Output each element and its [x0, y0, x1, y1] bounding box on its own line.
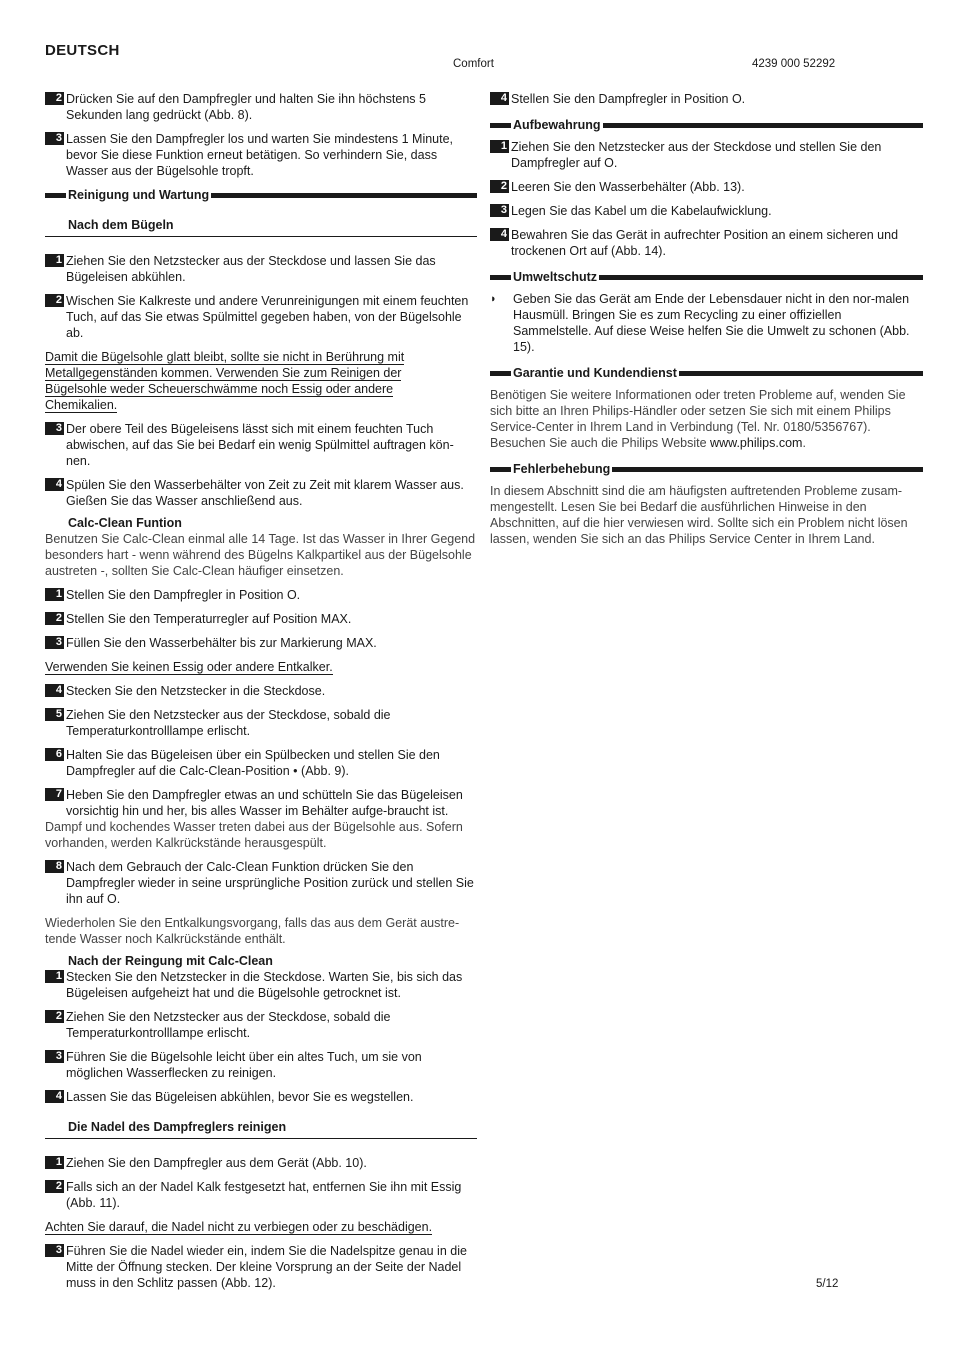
step-text: Führen Sie die Nadel wieder ein, indem Sie die Nadelspitze genau in die Mitte der Öffnung stecken. Der kleine Vorsprung an der Seite der Nadel muss in den Schlitz passen (Abb. 12). — [66, 1244, 467, 1290]
step-text: Füllen Sie den Wasserbehälter bis zur Markierung MAX. — [66, 636, 377, 650]
step-text: Ziehen Sie den Netzstecker aus der Steckdose, sobald die Temperaturkontrolllampe erlischt. — [66, 1010, 391, 1040]
step-number: 2 — [45, 92, 64, 105]
subheading-nadel-reinigen: Die Nadel des Dampfreglers reinigen — [45, 1119, 477, 1139]
step-text: Ziehen Sie den Netzstecker aus der Steckdose, sobald die Temperaturkontrolllampe erlischt. — [66, 708, 391, 738]
step-text: Stellen Sie den Temperaturregler auf Position MAX. — [66, 612, 352, 626]
calc-clean-note: Dampf und kochendes Wasser treten dabei aus der Bügelsohle aus. Sofern vorhanden, werden Kalkrückstände herausgespült. — [45, 820, 463, 850]
step-number: 1 — [45, 588, 64, 601]
step-number: 2 — [45, 1180, 64, 1193]
section-heading-umweltschutz — [490, 269, 923, 285]
step-item — [45, 635, 477, 651]
bullet-text: Geben Sie das Gerät am Ende der Lebensdauer nicht in den nor-malen Hausmüll. Bringen Sie es zum Recycling zu einer offiziellen Sammelstelle. Auf diese Weise helfen Sie die Umwelt zu schonen (Abb. 15). — [513, 292, 910, 354]
section-heading-fehlerbehebung — [490, 461, 923, 477]
step-item — [45, 1049, 477, 1081]
step-number: 2 — [45, 294, 64, 307]
section-title: Reinigung und Wartung — [68, 188, 210, 202]
step-item — [45, 421, 477, 469]
step-text: Falls sich an der Nadel Kalk festgesetzt hat, entfernen Sie ihn mit Essig (Abb. 11). — [66, 1180, 462, 1210]
step-number: 3 — [490, 204, 509, 217]
warning-note — [45, 349, 477, 413]
step-number: 3 — [45, 132, 64, 145]
subheading-nach-calc-clean: Nach der Reingung mit Calc-Clean — [68, 954, 273, 968]
step-text: Halten Sie das Bügeleisen über ein Spülbecken und stellen Sie den Dampfregler auf die Calc-Clean-Position • (Abb. 9). — [66, 748, 440, 778]
bullet-icon: ◗ — [490, 293, 497, 305]
step-item — [45, 787, 477, 819]
step-item — [490, 203, 923, 219]
step-text: Stellen Sie den Dampfregler in Position O. — [511, 92, 746, 106]
step-item — [45, 969, 477, 1001]
step-item — [45, 131, 477, 179]
step-text: Nach dem Gebrauch der Calc-Clean Funktion drücken Sie den Dampfregler wieder in seine ursprüngliche Position zurück und stellen Sie ihn auf O. — [66, 860, 474, 906]
warning-line: Chemikalien. — [45, 398, 118, 412]
section-heading-reinigung — [45, 187, 477, 203]
warning-line: Metallgegenständen kommen. Verwenden Sie zum Reinigen der — [45, 366, 402, 380]
step-item — [490, 139, 923, 171]
step-item — [45, 91, 477, 123]
product-model: Comfort — [453, 58, 494, 70]
step-item — [45, 293, 477, 341]
step-number: 6 — [45, 748, 64, 761]
philips-website-link[interactable]: www.philips.com — [710, 436, 803, 450]
step-number: 1 — [45, 970, 64, 983]
step-item — [490, 179, 923, 195]
step-number: 3 — [45, 1050, 64, 1063]
step-number: 3 — [45, 636, 64, 649]
step-item — [45, 1155, 477, 1171]
step-text: Legen Sie das Kabel um die Kabelaufwicklung. — [511, 204, 772, 218]
step-number: 8 — [45, 860, 64, 873]
step-number: 7 — [45, 788, 64, 801]
step-number: 3 — [45, 422, 64, 435]
step-number: 4 — [45, 478, 64, 491]
warning-note — [45, 659, 477, 675]
section-heading-garantie — [490, 365, 923, 381]
step-item — [45, 1243, 477, 1291]
subheading-nach-dem-buegeln: Nach dem Bügeln — [45, 217, 477, 237]
step-number: 4 — [45, 1090, 64, 1103]
step-number: 1 — [45, 1156, 64, 1169]
step-number: 4 — [490, 228, 509, 241]
step-text: Ziehen Sie den Dampfregler aus dem Gerät (Abb. 10). — [66, 1156, 367, 1170]
step-text: Heben Sie den Dampfregler etwas an und schütteln Sie das Bügeleisen vorsichtig hin und her, bis alles Wasser im Behälter aufge-braucht ist. — [66, 788, 463, 818]
step-number: 2 — [45, 612, 64, 625]
step-item — [45, 1179, 477, 1211]
step-item — [45, 707, 477, 739]
step-item — [45, 859, 477, 907]
step-text: Spülen Sie den Wasserbehälter von Zeit zu Zeit mit klarem Wasser aus. Gießen Sie das Wasser anschließend aus. — [66, 478, 464, 508]
step-text: Wischen Sie Kalkreste und andere Verunreinigungen mit einem feuchten Tuch, auf das Sie etwas Spülmittel gegeben haben, von der Bügelsohle ab. — [66, 294, 469, 340]
calc-clean-intro: Benutzen Sie Calc-Clean einmal alle 14 Tage. Ist das Wasser in Ihrer Gegend besonders hart - wenn während des Bügelns Kalkpartikel aus der Bügelsohle austreten -, sollten Sie Calc-Clean häufiger einsetzen. — [45, 532, 476, 578]
section-title: Umweltschutz — [513, 270, 598, 284]
step-number: 5 — [45, 708, 64, 721]
bullet-item — [490, 291, 923, 355]
garantie-text: Benötigen Sie weitere Informationen oder treten Probleme auf, wenden Sie sich bitte an Ihren Philips-Händler oder setzen Sie sich mit einem Philips Service-Center in Ihrem Land in Verbindung (Tel. Nr. 0180/5356767). Besuchen Sie auch die Philips Website — [490, 388, 906, 450]
step-item — [45, 1009, 477, 1041]
warning-line: Verwenden Sie keinen Essig oder andere Entkalker. — [45, 660, 333, 674]
step-number: 4 — [490, 92, 509, 105]
fehler-paragraph: In diesem Abschnitt sind die am häufigsten auftretenden Probleme zusam-mengestellt. Lesen Sie bei Bedarf die ausführlichen Hinweise in den Abschnitten, auf die hier verwiesen wird. Sollte sich ein Problem nicht lösen lassen, wenden Sie sich an das Philips Service Center in Ihrem Land. — [490, 484, 908, 546]
section-title: Garantie und Kundendienst — [513, 366, 677, 380]
step-number: 4 — [45, 684, 64, 697]
section-title: Aufbewahrung — [513, 118, 601, 132]
step-text: Stecken Sie den Netzstecker in die Steckdose. — [66, 684, 326, 698]
step-item — [45, 587, 477, 603]
section-heading-aufbewahrung — [490, 117, 923, 133]
step-text: Ziehen Sie den Netzstecker aus der Steckdose und lassen Sie das Bügeleisen abkühlen. — [66, 254, 436, 284]
step-text: Führen Sie die Bügelsohle leicht über ein altes Tuch, um sie von möglichen Wasserflecken zu reinigen. — [66, 1050, 422, 1080]
step-text: Der obere Teil des Bügeleisens lässt sich mit einem feuchten Tuch abwischen, auf das Sie bei Bedarf ein wenig Spülmittel auftragen kön-nen. — [66, 422, 454, 468]
step-text: Stecken Sie den Netzstecker in die Steckdose. Warten Sie, bis sich das Bügeleisen aufgeheizt hat und die Bügelsohle getrocknet ist. — [66, 970, 463, 1000]
step-text: Drücken Sie auf den Dampfregler und halten Sie ihn höchstens 5 Sekunden lang gedrückt (Abb. 8). — [66, 92, 426, 122]
repeat-note: Wiederholen Sie den Entkalkungsvorgang, falls das aus dem Gerät austre-tende Wasser noch Kalkrückstände enthält. — [45, 916, 460, 946]
step-item — [490, 227, 923, 259]
section-title: Fehlerbehebung — [513, 462, 611, 476]
step-number: 1 — [490, 140, 509, 153]
step-item — [45, 683, 477, 699]
step-item — [45, 1089, 477, 1105]
step-text: Bewahren Sie das Gerät in aufrechter Position an einem sicheren und trockenen Ort auf (Abb. 14). — [511, 228, 899, 258]
step-number: 2 — [45, 1010, 64, 1023]
warning-note — [45, 1219, 477, 1235]
warning-line: Bügelsohle weder Scheuerschwämme noch Essig oder andere — [45, 382, 394, 396]
step-item — [45, 747, 477, 779]
garantie-paragraph — [490, 387, 923, 451]
left-column — [45, 91, 477, 1299]
step-text: Ziehen Sie den Netzstecker aus der Steckdose und stellen Sie den Dampfregler auf O. — [511, 140, 882, 170]
subheading-calc-clean: Calc-Clean Funtion — [68, 516, 182, 530]
step-number: 2 — [490, 180, 509, 193]
step-text: Lassen Sie den Dampfregler los und warten Sie mindestens 1 Minute, bevor Sie diese Funktion erneut betätigen. So verhindern Sie, dass Wasser aus der Bügelsohle tropft. — [66, 132, 454, 178]
right-column — [490, 91, 923, 555]
warning-line: Damit die Bügelsohle glatt bleibt, sollte sie nicht in Berührung mit — [45, 350, 405, 364]
step-text: Stellen Sie den Dampfregler in Position O. — [66, 588, 301, 602]
document-code: 4239 000 52292 — [752, 58, 836, 70]
step-number: 1 — [45, 254, 64, 267]
step-text: Lassen Sie das Bügeleisen abkühlen, bevor Sie es wegstellen. — [66, 1090, 414, 1104]
garantie-end: . — [802, 436, 806, 450]
page-number: 5/12 — [816, 1278, 839, 1290]
step-item — [45, 477, 477, 509]
warning-line: Achten Sie darauf, die Nadel nicht zu verbiegen oder zu beschädigen. — [45, 1220, 433, 1234]
step-item — [45, 253, 477, 285]
section-language-heading: DEUTSCH — [45, 42, 120, 59]
step-item — [45, 611, 477, 627]
step-text: Leeren Sie den Wasserbehälter (Abb. 13). — [511, 180, 745, 194]
step-number: 3 — [45, 1244, 64, 1257]
step-item — [490, 91, 923, 107]
